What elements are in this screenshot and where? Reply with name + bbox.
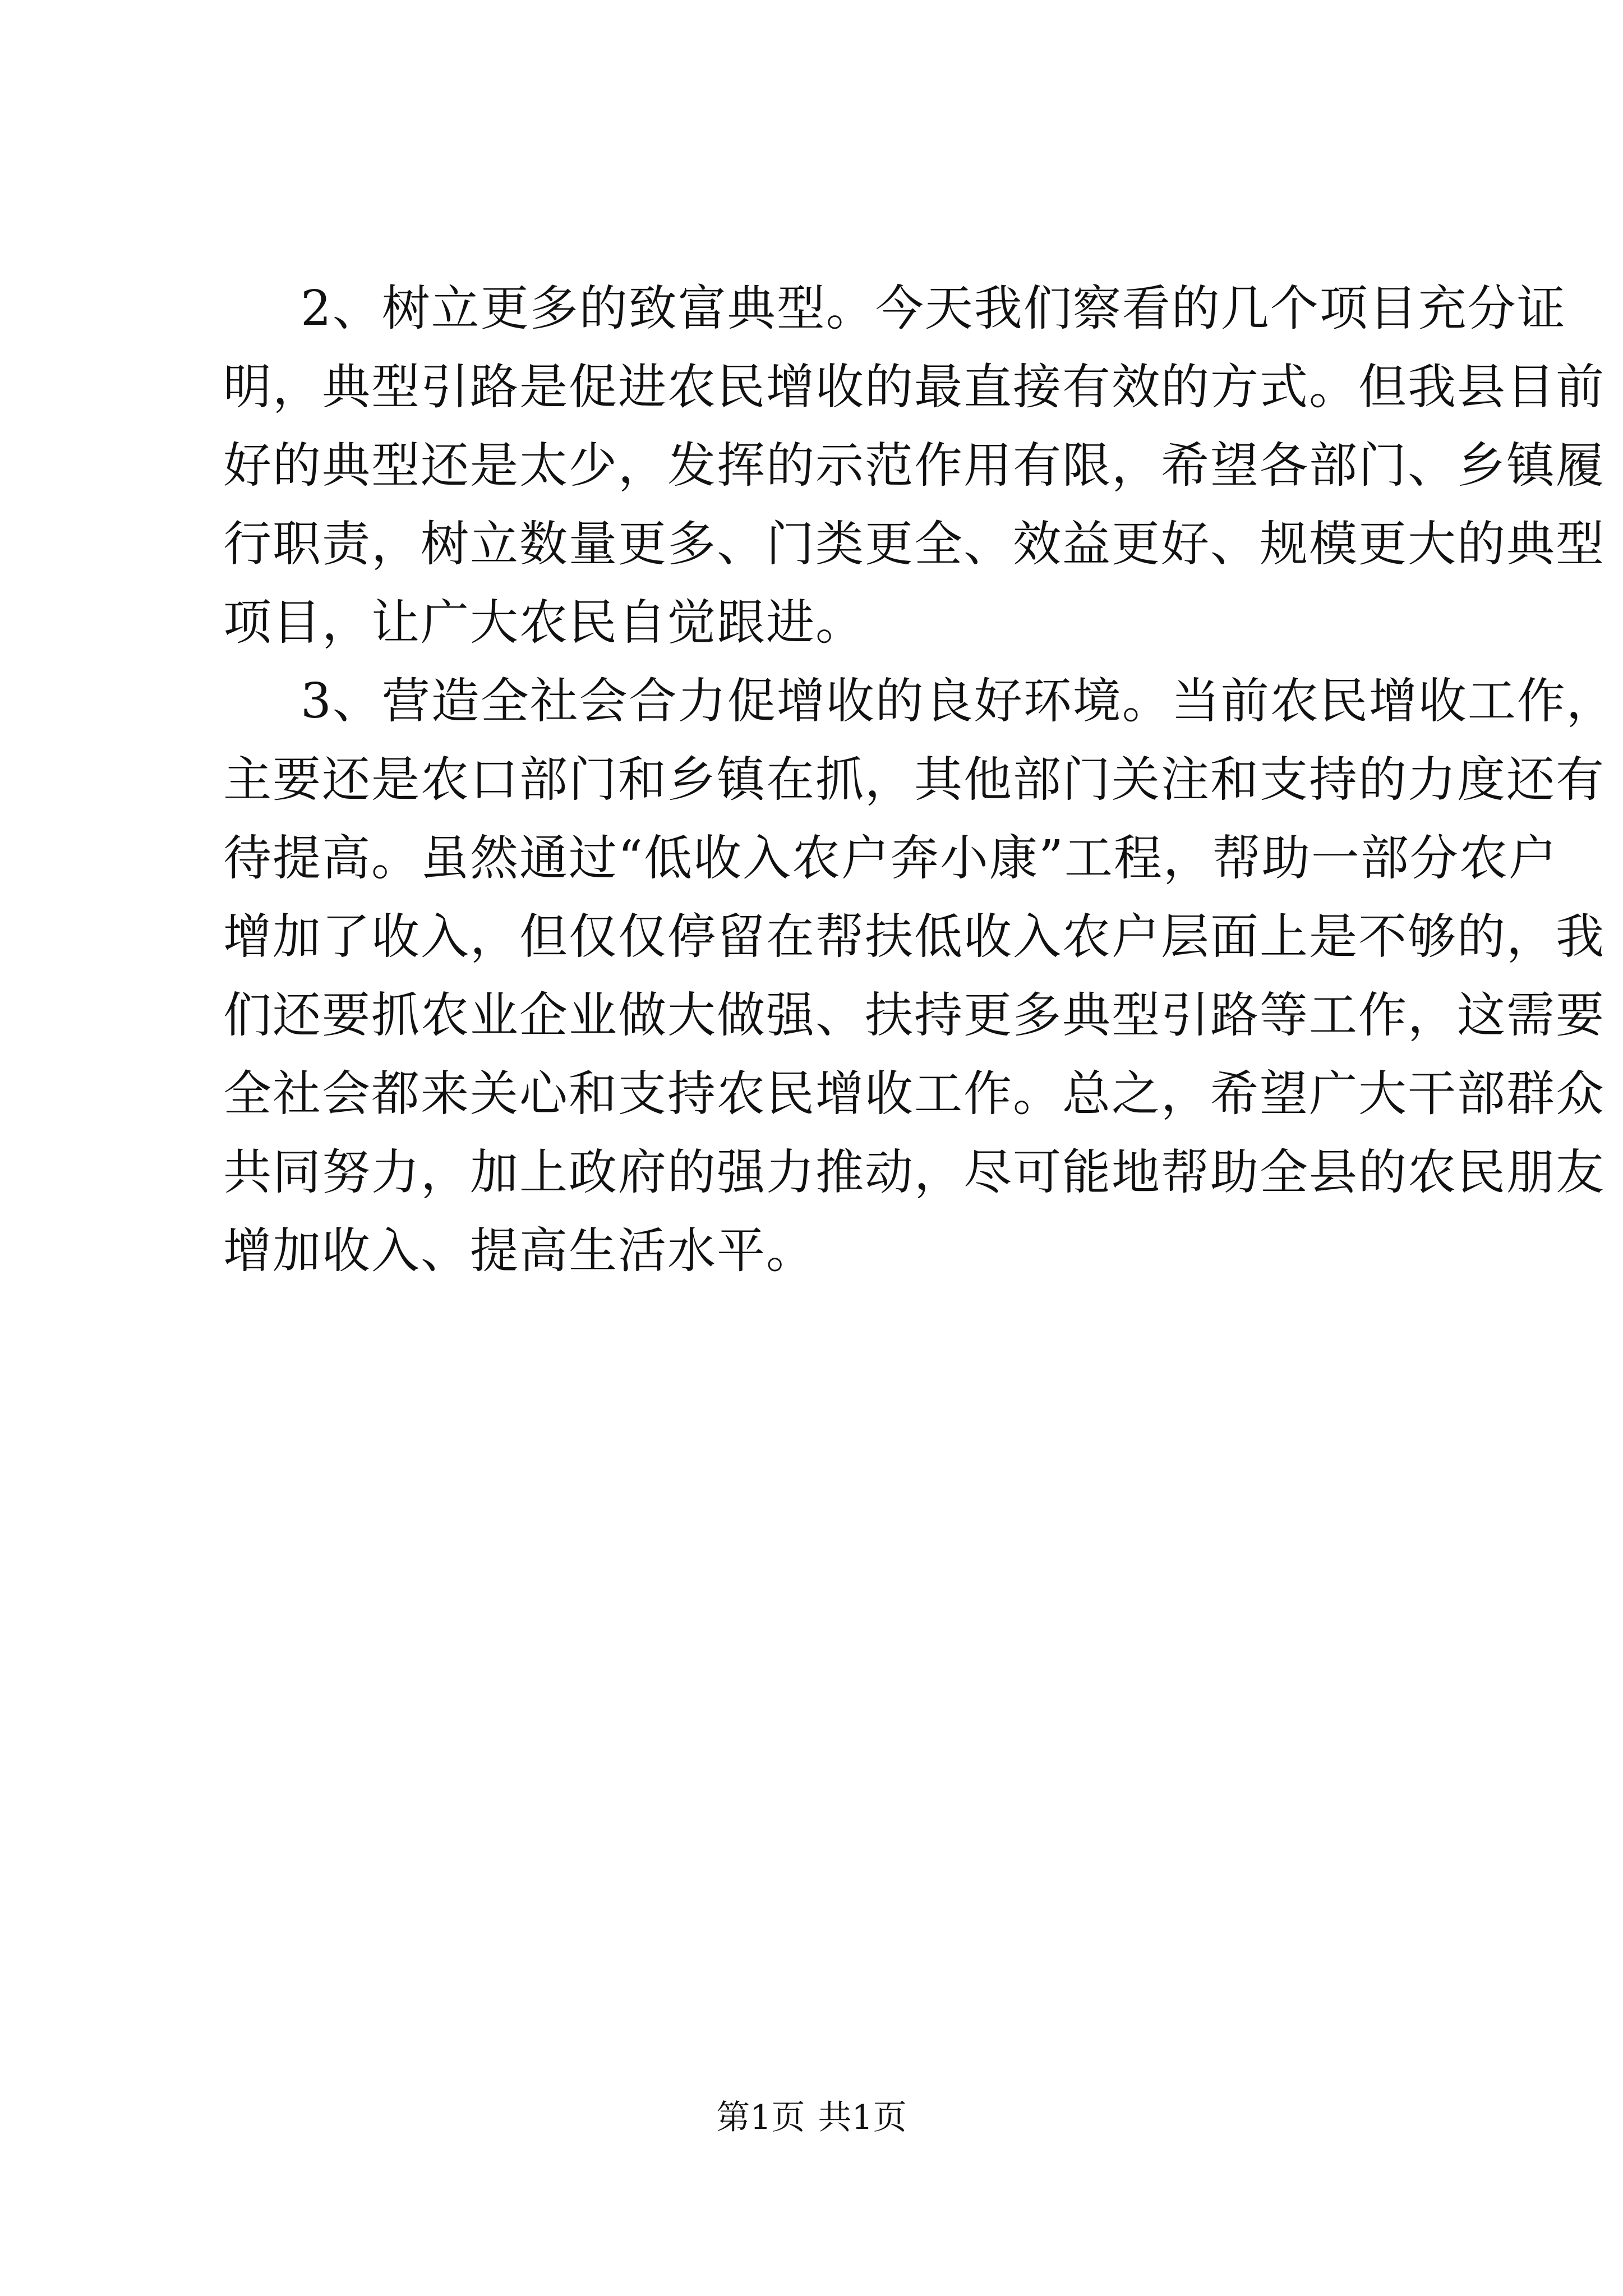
paragraph-2-line-7: 共同努力，加上政府的强力推动，尽可能地帮助全县的农民朋友	[223, 1144, 1605, 1200]
paragraph-2-line-5: 们还要抓农业企业做大做强、扶持更多典型引路等工作，这需要	[223, 987, 1605, 1043]
paragraph-2-line-8: 增加收入、提高生活水平。	[223, 1223, 815, 1279]
paragraph-2-line-3: 待提高。虽然通过“低收入农户奔小康”工程，帮助一部分农户	[223, 830, 1558, 886]
page-number-label: 第1页	[716, 2098, 805, 2137]
paragraph-1-line-1: 2、树立更多的致富典型。今天我们察看的几个项目充分证	[301, 280, 1566, 337]
paragraph-1-line-5: 项目，让广大农民自觉跟进。	[223, 595, 865, 651]
page-total-label: 共1页	[818, 2098, 907, 2137]
page-footer	[0, 2095, 1623, 2140]
paragraph-1-line-3: 好的典型还是太少，发挥的示范作用有限，希望各部门、乡镇履	[223, 438, 1605, 494]
paragraph-2-line-2: 主要还是农口部门和乡镇在抓，其他部门关注和支持的力度还有	[223, 752, 1605, 808]
paragraph-1-line-4: 行职责，树立数量更多、门类更全、效益更好、规模更大的典型	[223, 516, 1605, 572]
paragraph-2-line-4: 增加了收入，但仅仅停留在帮扶低收入农户层面上是不够的，我	[223, 909, 1605, 965]
paragraph-2-line-6: 全社会都来关心和支持农民增收工作。总之，希望广大干部群众	[223, 1066, 1605, 1122]
paragraph-2-line-1: 3、营造全社会合力促增收的良好环境。当前农民增收工作，	[301, 673, 1616, 729]
paragraph-1-line-2: 明，典型引路是促进农民增收的最直接有效的方式。但我县目前	[223, 359, 1605, 415]
